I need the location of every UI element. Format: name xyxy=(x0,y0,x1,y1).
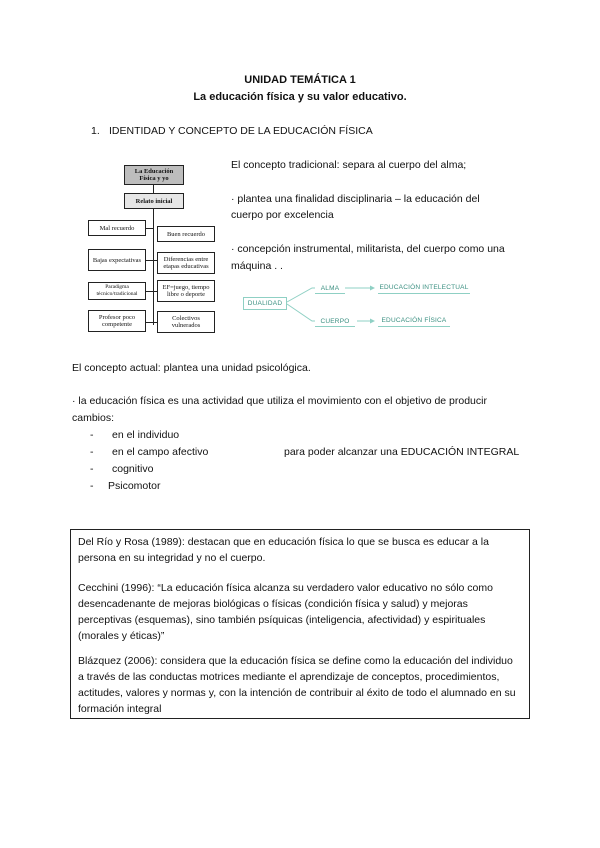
diagram-box-top: La Educación Física y yo xyxy=(124,165,184,185)
diagram-box-paradigma: Paradigma técnico/tradicional xyxy=(88,282,146,300)
diagram-box-diferencias: Diferencias entre etapas educativas xyxy=(157,252,215,274)
list-item: cognitivo xyxy=(112,463,154,475)
diagram-spine xyxy=(153,209,154,325)
diagram-box-relato: Relato inicial xyxy=(124,193,184,209)
diagram-connector xyxy=(153,185,154,193)
actual-bullet-line2: cambios: xyxy=(72,412,115,424)
diagram-box-colectivos: Colectivos vulnerados xyxy=(157,311,215,333)
list-item: Psicomotor xyxy=(108,480,161,492)
citation-blazquez: Blázquez (2006): considera que la educación física se define como la educación del individuo a través de las conductas motrices mediante el aprendizaje de conceptos, procedimientos, actitudes, valores y normas y, con la intención de contribuir al éxito de todo el alumnado en su formación integral xyxy=(78,655,516,715)
educacion-intelectual-label: EDUCACIÓN INTELECTUAL xyxy=(378,282,470,294)
citation-del-rio-rosa: Del Río y Rosa (1989): destacan que en educación física lo que se busca es educar a la persona en su integridad y no el cuerpo. xyxy=(78,536,489,564)
list-dash: - xyxy=(90,429,94,441)
actual-concept: El concepto actual: plantea una unidad psicológica. xyxy=(72,362,311,374)
traditional-bullet1-line1: · plantea una finalidad disciplinaria – la educación del xyxy=(231,193,480,205)
diagram-box-bajas: Bajas expectativas xyxy=(88,249,146,271)
cuerpo-label: CUERPO xyxy=(315,316,355,327)
diagram-box-mal: Mal recuerdo xyxy=(88,220,146,236)
actual-bullet-line1: · la educación física es una actividad que utiliza el movimiento con el objetivo de producir xyxy=(72,395,487,407)
list-dash: - xyxy=(90,463,94,475)
traditional-concept: El concepto tradicional: separa al cuerpo del alma; xyxy=(231,159,467,171)
list-item: en el campo afectivo xyxy=(112,446,209,458)
diagram-box-buen: Buen recuerdo xyxy=(157,226,215,242)
traditional-bullet2-line2: máquina . . xyxy=(231,260,283,272)
list-item: en el individuo xyxy=(112,429,180,441)
unit-title: UNIDAD TEMÁTICA 1 xyxy=(244,74,356,86)
diagram-box-ef: EF=juego, tiempo libre o deporte xyxy=(157,280,215,302)
educacion-integral-note: para poder alcanzar una EDUCACIÓN INTEGRAL xyxy=(284,446,520,458)
diagram-connector xyxy=(146,291,157,292)
citation-cecchini: Cecchini (1996): “La educación física alcanza su verdadero valor educativo no sólo como desencadenante de mejoras biológicas o físicas (condición física y salud) y mejoras perceptivas (esquemas), sino también psíquicas (inteligencia, afectividad) y espirituales (morales y éticas)” xyxy=(78,582,493,642)
diagram-connector xyxy=(146,322,157,323)
section-number: 1. xyxy=(91,125,100,137)
traditional-bullet2-line1: · concepción instrumental, militarista, del cuerpo como una xyxy=(231,243,505,255)
alma-label: ALMA xyxy=(315,283,345,294)
unit-subtitle: La educación física y su valor educativo. xyxy=(193,91,407,103)
diagram-box-profesor: Profesor poco competente xyxy=(88,310,146,332)
section-heading: IDENTIDAD Y CONCEPTO DE LA EDUCACIÓN FÍSICA xyxy=(109,125,373,137)
list-dash: - xyxy=(90,446,94,458)
diagram-connector xyxy=(146,228,154,229)
diagram-connector xyxy=(146,260,157,261)
dualidad-box: DUALIDAD xyxy=(243,297,287,310)
educacion-fisica-label: EDUCACIÓN FÍSICA xyxy=(378,315,450,327)
list-dash: - xyxy=(90,480,94,492)
traditional-bullet1-line2: cuerpo por excelencia xyxy=(231,209,334,221)
